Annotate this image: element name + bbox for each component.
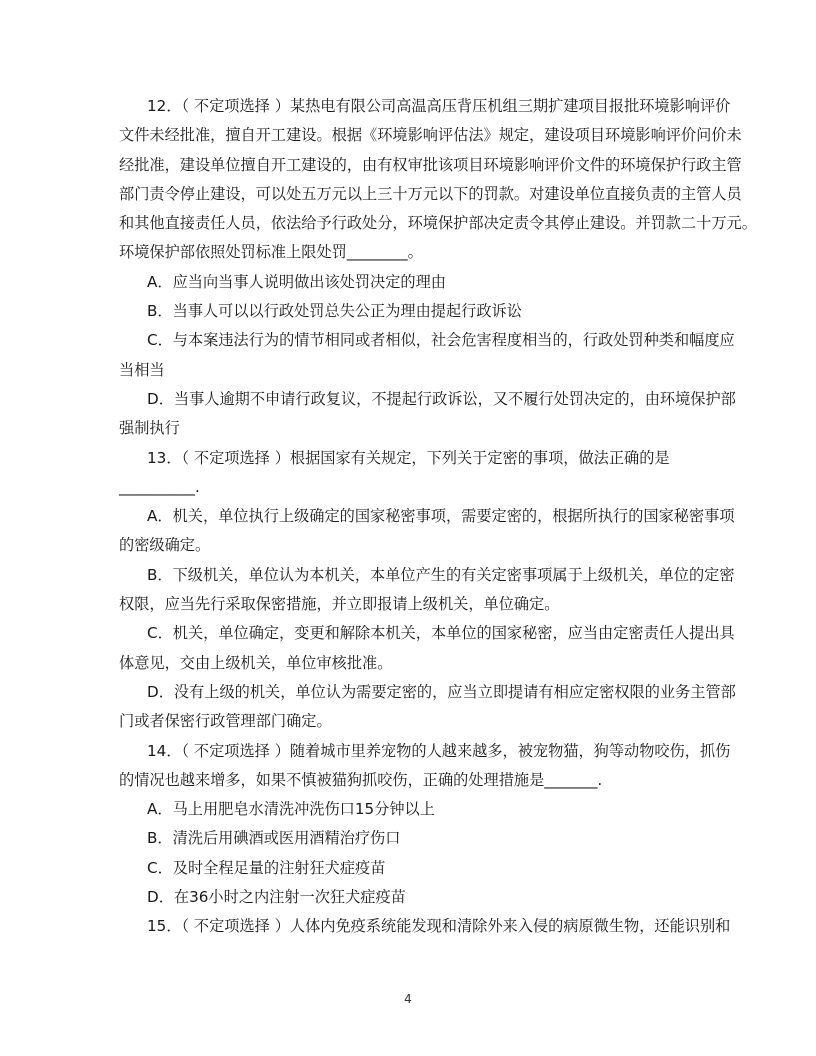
text-line: B．下级机关，单位认为本机关，本单位产生的有关定密事项属于上级机关，单位的定密 xyxy=(147,565,735,584)
text-line: D．没有上级的机关，单位认为需要定密的，应当立即提请有相应定密权限的业务主管部 xyxy=(147,682,736,701)
text-line: 经批准，建设单位擅自开工建设的，由有权审批该项目环境影响评价文件的环境保护行政主管 xyxy=(119,155,742,174)
text-line: A．应当向当事人说明做出该处罚决定的理由 xyxy=(147,272,446,291)
text-line: C．与本案违法行为的情节相同或者相似，社会危害程度相当的，行政处罚种类和幅度应 xyxy=(147,331,735,350)
text-line: 12．（ 不定项选择 ）某热电有限公司高温高压背压机组三期扩建项目报批环境影响评价 xyxy=(147,97,731,115)
text-line: 13．（ 不定项选择 ）根据国家有关规定，下列关于定密的事项，做法正确的是 xyxy=(147,448,670,467)
text-line: D．在36小时之内注射一次狂犬症疫苗 xyxy=(147,888,406,907)
text-line: 文件未经批准，擅自开工建设。根据《环境影响评估法》规定，建设项目环境影响评价问价未 xyxy=(119,126,742,145)
text-line: 权限，应当先行采取保密措施，并立即报请上级机关，单位确定。 xyxy=(119,595,560,614)
text-line: 部门责令停止建设，可以处五万元以上三十万元以下的罚款。对建设单位直接负责的主管人员 xyxy=(119,184,742,203)
text-line: C．机关，单位确定，变更和解除本机关，本单位的国家秘密，应当由定密责任人提出具 xyxy=(147,624,735,643)
text-line: __________. xyxy=(119,477,200,496)
text-line: A．机关，单位执行上级确定的国家秘密事项，需要定密的，根据所执行的国家秘密事项 xyxy=(147,507,735,526)
text-line: 当相当 xyxy=(119,360,165,379)
text-line: B．当事人可以以行政处罚总失公正为理由提起行政诉讼 xyxy=(147,302,522,321)
page-number: 4 xyxy=(404,992,412,1006)
text-line: 强制执行 xyxy=(119,419,180,438)
text-line: D．当事人逾期不申请行政复议，不提起行政诉讼，又不履行处罚决定的，由环境保护部 xyxy=(147,389,736,408)
document-body xyxy=(119,92,757,942)
text-line: 门或者保密行政管理部门确定。 xyxy=(119,712,332,731)
text-line: 15．（ 不定项选择 ）人体内免疫系统能发现和清除外来入侵的病原微生物，还能识别和 xyxy=(147,917,731,936)
text-line: 环境保护部依照处罚标准上限处罚________。 xyxy=(119,243,423,262)
text-line: 体意见，交由上级机关，单位审核批准。 xyxy=(119,653,393,672)
text-line: 14．（ 不定项选择 ）随着城市里养宠物的人越来越多，被宠物猫，狗等动物咬伤，抓伤 xyxy=(147,741,731,760)
text-line: B．清洗后用碘酒或医用酒精治疗伤口 xyxy=(147,829,401,848)
text-line: 的密级确定。 xyxy=(119,536,211,555)
text-line: 的情况也越来增多，如果不慎被猫狗抓咬伤，正确的处理措施是_______. xyxy=(119,770,603,789)
text-line: 和其他直接责任人员，依法给予行政处分，环境保护部决定责令其停止建设。并罚款二十万元。 xyxy=(119,214,757,233)
text-line: A．马上用肥皂水清洗冲洗伤口15分钟以上 xyxy=(147,800,435,819)
text-line: C．及时全程足量的注射狂犬症疫苗 xyxy=(147,858,386,877)
